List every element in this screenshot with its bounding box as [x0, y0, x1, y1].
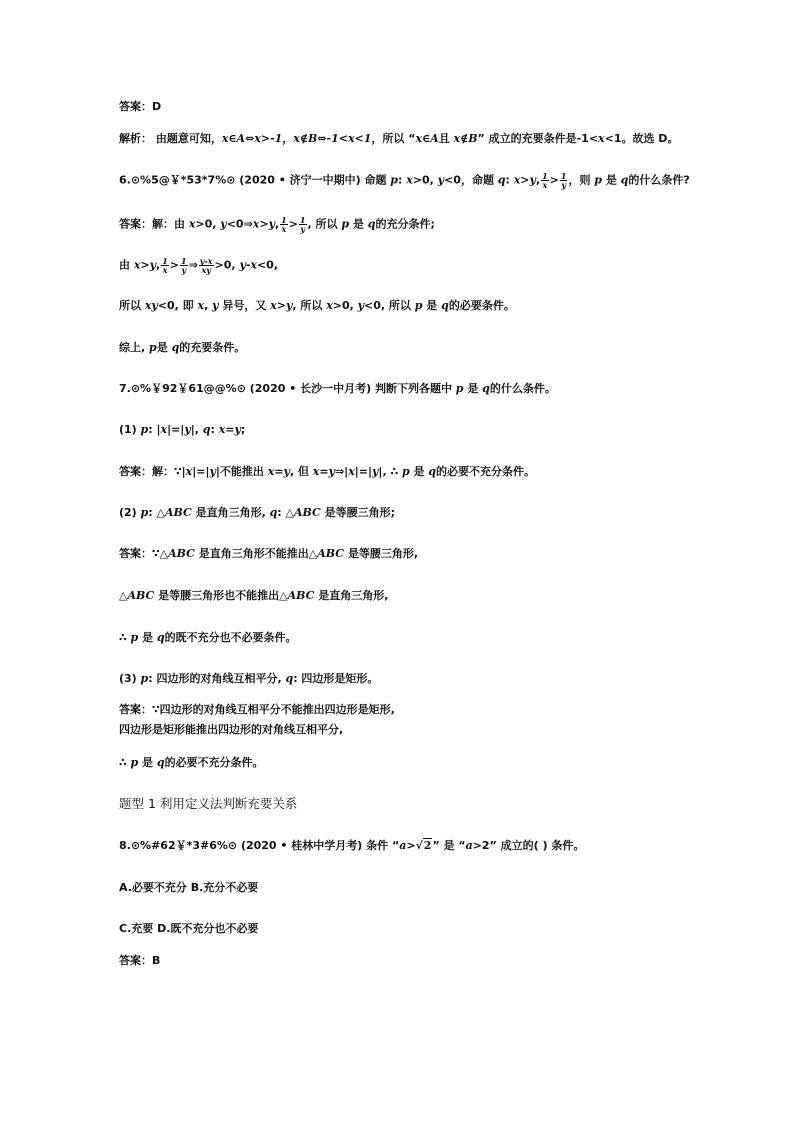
fraction: $\frac{1}{x}$	[281, 215, 287, 234]
question-8: 8.⊙%#62￥*3#6%⊙ (2020 • 桂林中学月考) 条件 “a>√2” 是 “a>2” 成立的( ) 条件。	[119, 839, 585, 852]
answer-6-line-2: 由 x>y, $\frac{1}{x}$ > $\frac{1}{y}$ ⇒ $\frac{y-x}{xy}$ >0, y-x<0,	[119, 256, 279, 275]
analysis-line: 解析： 由题意可知，x∈A⇔x>-1，x∉B⇔-1<x<1，所以 “x∈A且 x∉B” 成立的充要条件是-1<x<1。故选 D。	[119, 132, 679, 145]
sqrt-expression: √2	[415, 839, 432, 852]
fraction: $\frac{1}{y}$	[181, 256, 187, 275]
answer-7-part-2-line-2: △ABC 是等腰三角形也不能推出△ABC 是直角三角形,	[119, 589, 389, 602]
question-7-part-2: (2) p: △ABC 是直角三角形, q: △ABC 是等腰三角形;	[119, 506, 396, 519]
fraction: $\frac{1}{x}$	[162, 256, 168, 275]
section-heading: 题型 1 利用定义法判断充要关系	[119, 796, 298, 811]
answer-line-1: 答案：D	[119, 100, 162, 113]
answer-7-part-1: 答案：解：∵|x|=|y|不能推出 x=y, 但 x=y⇒|x|=|y|, ∴ p 是 q的必要不充分条件。	[119, 465, 536, 478]
answer-7-part-3-line-1: 答案：∵四边形的对角线互相平分不能推出四边形是矩形,	[119, 703, 395, 716]
fraction: $\frac{1}{y}$	[299, 215, 306, 234]
question-7-part-3: (3) p: 四边形的对角线互相平分, q: 四边形是矩形。	[119, 672, 379, 685]
option-line-cd: C.充要 D.既不充分也不必要	[119, 922, 259, 935]
answer-7-part-3-line-2: 四边形是矩形能推出四边形的对角线互相平分,	[119, 723, 344, 736]
answer-8: 答案：B	[119, 954, 161, 967]
answer-7-part-3-conclusion: ∴ p 是 q的必要不充分条件。	[119, 756, 264, 769]
question-7: 7.⊙%￥92￥61@@%⊙ (2020 • 长沙一中月考) 判断下列各题中 p 是 q的什么条件。	[119, 382, 556, 395]
fraction: $\frac{y-x}{xy}$	[199, 256, 213, 275]
fraction: $\frac{1}{x}$	[542, 171, 548, 190]
option-line-ab: A.必要不充分 B.充分不必要	[119, 881, 259, 894]
fraction: $\frac{1}{y}$	[560, 171, 567, 190]
answer-7-part-2-conclusion: ∴ p 是 q的既不充分也不必要条件。	[119, 631, 297, 644]
answer-6-line-3: 所以 xy<0, 即 x, y 异号，又 x>y, 所以 x>0, y<0, 所以 p 是 q的必要条件。	[119, 299, 515, 312]
answer-6-conclusion: 综上, p是 q的充要条件。	[119, 341, 246, 354]
question-6: 6.⊙%5@￥*53*7%⊙ (2020 • 济宁一中期中) 命题 p: x>0, y<0，命题 q: x>y, $\frac{1}{x}$ > $\frac{1}{y}$ ，则 p 是 q的什么条件?	[119, 171, 690, 190]
answer-7-part-2-line-1: 答案：∵△ABC 是直角三角形不能推出△ABC 是等腰三角形,	[119, 547, 419, 560]
question-7-part-1: (1) p: |x|=|y|, q: x=y;	[119, 423, 246, 436]
answer-6-line-1: 答案：解：由 x>0, y<0⇒x>y, $\frac{1}{x}$ > $\frac{1}{y}$ , 所以 p 是 q的充分条件;	[119, 215, 435, 234]
